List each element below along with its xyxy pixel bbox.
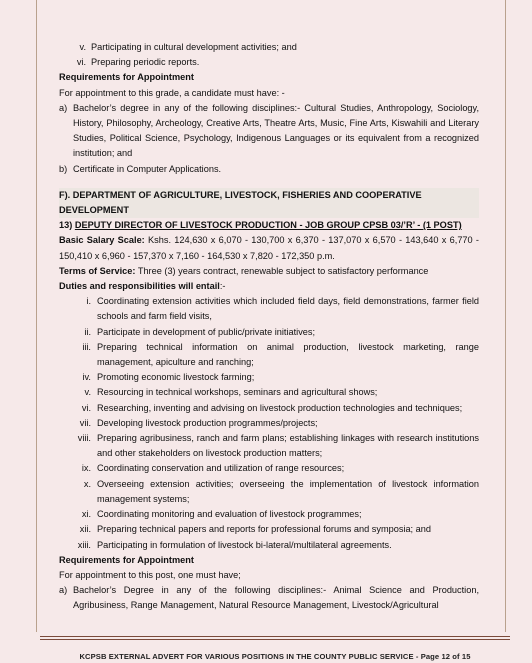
list-text: Certificate in Computer Applications. [73,163,222,174]
duty-item [59,294,479,324]
list-marker: b) [59,163,68,174]
list-item [59,162,479,177]
list-text: Participating in formulation of livestock bi-lateral/multilateral agreements. [97,539,392,550]
duty-item [59,325,479,340]
document-body [59,40,479,614]
terms-text: Three (3) years contract, renewable subject to satisfactory performance [137,265,429,276]
list-marker: i. [86,296,91,307]
list-text: Preparing technical information on animal production, livestock marketing, range management, apiculture and ranching; [97,341,479,368]
list-text: Preparing technical papers and reports for professional forums and symposia; and [97,524,431,535]
list-marker: xiii. [77,539,91,550]
duty-item [59,538,479,553]
requirements-heading: Requirements for Appointment [59,72,194,83]
list-text: Overseeing extension activities; overseeing the implementation of livestock information management systems; [97,478,479,504]
duties-list [59,294,479,552]
requirements-list [59,101,479,177]
post-title [59,218,479,233]
list-marker: iv. [82,372,91,383]
list-marker: vi. [76,57,86,68]
list-marker: a) [59,102,68,113]
list-item [59,101,479,162]
duties-heading-colon: :- [219,281,226,292]
terms-label: Terms of Service: [59,265,136,276]
list-text: Coordinating conservation and utilization of range resources; [97,463,345,474]
requirements-intro: For appointment to this grade, a candidate must have: - [59,87,285,98]
list-marker: viii. [77,433,91,444]
post-title-text: DEPUTY DIRECTOR OF LIVESTOCK PRODUCTION - JOB GROUP CPSB 03/’R’ - (1 POST) [74,220,462,231]
list-text: Participate in development of public/private initiatives; [97,326,316,337]
list-text: Preparing periodic reports. [91,57,200,68]
list-marker: v. [84,387,91,398]
list-text: Resourcing in technical workshops, seminars and agricultural shows; [97,387,378,398]
duty-item [59,461,479,476]
list-marker: v. [79,42,86,52]
list-text: Coordinating monitoring and evaluation of livestock programmes; [97,509,362,520]
list-marker: iii. [82,341,91,352]
list-marker: ix. [81,463,91,474]
list-text: Participating in cultural development activities; and [91,42,297,52]
duty-item [59,385,479,400]
list-text: Bachelor’s degree in any of the following disciplines:- Cultural Studies, Anthropology, Sociology, History, Philosophy, Archeology, Creative Arts, Theatre Arts, Music, Fine Arts, Kiswahili and Literary Studies, Political Science, Psychology, Indigenous Languages or its equivalent from a recognized institution; and [73,102,479,159]
list-text: Preparing agribusiness, ranch and farm plans; establishing linkages with research institutions and other stakeholders on livestock production matters; [97,433,479,459]
list-text: Researching, inventing and advising on livestock production technologies and techniques; [97,402,463,413]
top-list [59,40,479,70]
list-text: Coordinating extension activities which included field days, field demonstrations, farmer field schools and farm field visits, [97,296,479,322]
list-item [59,55,479,70]
footer-rule [40,636,510,637]
salary-label: Basic Salary Scale: [59,235,145,246]
requirements-heading: Requirements for Appointment [59,554,194,565]
duty-item [59,370,479,385]
duty-item [59,416,479,431]
list-marker: vi. [81,402,91,413]
list-text: Bachelor’s Degree in any of the following disciplines:- Animal Science and Production, Agribusiness, Range Management, Natural Resource Management, Livestock/Agricultural [73,585,479,611]
list-text: Developing livestock production programmes/projects; [97,417,318,428]
salary-scale [59,233,479,263]
duty-item [59,340,479,370]
duty-item [59,477,479,507]
list-item [59,583,479,613]
list-item [59,40,479,55]
requirements-intro: For appointment to this post, one must have; [59,569,241,580]
duty-item [59,401,479,416]
requirements-list [59,583,479,613]
footer-rule-thin [40,639,510,640]
department-heading: F). DEPARTMENT OF AGRICULTURE, LIVESTOCK, FISHERIES AND COOPERATIVE DEVELOPMENT [59,188,479,218]
list-marker: a) [59,585,68,596]
list-marker: vii. [79,417,91,428]
duty-item [59,522,479,537]
salary-text: Kshs. 124,630 x 6,070 - 130,700 x 6,370 - 137,070 x 6,570 - 143,640 x 6,770 - 150,410 x 6,960 - 157,370 x 7,160 - 164,530 x 7,820 - 172,350 p.m. [59,235,479,261]
page-footer: KCPSB EXTERNAL ADVERT FOR VARIOUS POSITIONS IN THE COUNTY PUBLIC SERVICE - Page 12 of 15 [79,652,471,661]
list-marker: x. [83,478,91,489]
post-number: 13) [59,220,73,231]
list-text: Promoting economic livestock farming; [97,372,255,383]
duty-item [59,507,479,522]
duties-heading [59,279,479,294]
duty-item [59,431,479,461]
terms-of-service [59,264,479,279]
list-marker: ii. [84,326,91,337]
list-marker: xi. [81,509,91,520]
duties-heading-text: Duties and responsibilities will entail [59,281,220,292]
list-marker: xii. [79,524,91,535]
